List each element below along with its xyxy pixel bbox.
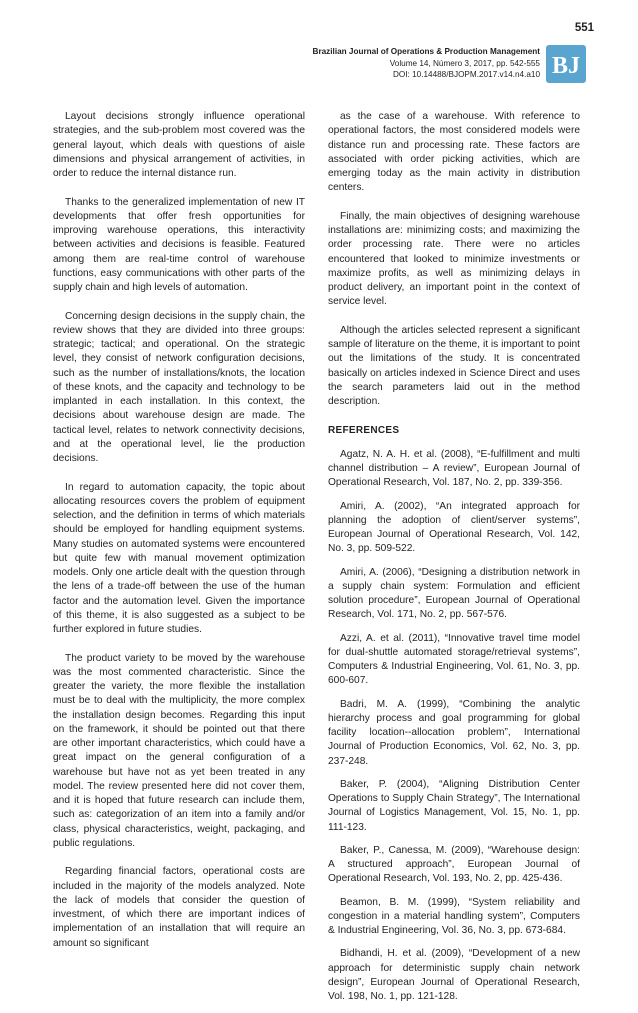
body-paragraph: as the case of a warehouse. With reference to operational factors, the most considered models were distance run and processing rate. These factors are associated with order picking activities, which are emerging today as the main activity in distribution centers. — [328, 111, 580, 194]
journal-logo — [546, 45, 586, 83]
body-paragraph: Regarding financial factors, operational costs are included in the majority of the models analyzed. Note the lack of models that consider the question of investment, of which there are important indices of implementation of an installation that will require an amount so significant — [53, 866, 305, 949]
body-paragraph: Finally, the main objectives of designing warehouse installations are: minimizing costs; and maximizing the order processing rate. There were no articles encountered that looked to minimize investments or maximize profits, as well as minimizing delays in product delivery, an important point in the context of service level. — [328, 210, 580, 308]
volume-line: Volume 14, Número 3, 2017, pp. 542-555 — [389, 58, 540, 68]
page-number: 551 — [574, 22, 594, 34]
reference-item: Bidhandi, H. et al. (2009), “Development of a new approach for deterministic supply chain network design”, European Journal of Operational Research, Vol. 198, No. 1, pp. 121-128. — [328, 948, 580, 1002]
right-column — [328, 110, 580, 1013]
body-paragraph: Layout decisions strongly influence operational strategies, and the sub-problem most covered was the general layout, which deals with questions of aisle dimensions and physical arrangement of activities, in order to reduce the internal distance run. — [53, 111, 305, 179]
reference-item: Baker, P., Canessa, M. (2009), “Warehouse design: A structured approach”, European Journal of Operational Research, Vol. 193, No. 2, pp. 425-436. — [328, 844, 580, 885]
reference-item: Baker, P. (2004), “Aligning Distribution Center Operations to Supply Chain Strategy”, The International Journal of Logistics Management, Vol. 15, No. 1, pp. 111-123. — [328, 778, 580, 833]
reference-item: Amiri, A. (2002), “An integrated approach for planning the adoption of client/server systems”, European Journal of Operational Research, Vol. 142, No. 3, pp. 509-522. — [328, 500, 580, 555]
body-paragraph: Thanks to the generalized implementation of new IT developments that offer fresh opportunities for improving warehouse operations, this interactivity between activities and decisions is feasible. Featured among them are real-time control of warehouse functions, easy communications with other parts of the supply chain and high levels of automation. — [53, 196, 305, 293]
body-paragraph: The product variety to be moved by the warehouse was the most commented characteristic. Since the greater the variety, the more flexible the installation must be to deal with the multiplicity, the more complex the installation design becomes. Regarding this input on the framework, it should be pointed out that there are other important characteristics, which could have a great impact on the general configuration of a warehouse but have not as yet been treated in any model. The review presented here did not cover them, and it is hoped that future research can include them, such as: categorization of an item into a family and/or class, physical characteristics, weight, packaging, and public regulations. — [53, 652, 305, 849]
reference-item: Agatz, N. A. H. et al. (2008), “E-fulfillment and multi channel distribution – A review”, European Journal of Operational Research, Vol. 187, No. 2, pp. 339-356. — [328, 448, 580, 489]
doi-line: DOI: 10.14488/BJOPM.2017.v14.n4.a10 — [392, 70, 540, 80]
body-paragraph: In regard to automation capacity, the topic about allocating resources covers the problem of equipment selection, and the definition in terms of which materials should be employed for handling equipment systems. Many studies on automated systems were encountered but quite few with manual movement optimization models. Only one article dealt with the question through the lens of a trade-off between the use of the human factor and the automation level. Given the importance of this theme, it is also suggested as a subject to be further explored in future studies. — [53, 481, 305, 635]
reference-item: Beamon, B. M. (1999), “System reliability and congestion in a material handling system”, Computers & Industrial Engineering, Vol. 36, No. 3, pp. 673-684. — [328, 896, 580, 936]
journal-name: Brazilian Journal of Operations & Production Management — [312, 47, 540, 56]
left-column — [53, 110, 305, 965]
reference-item: Azzi, A. et al. (2011), “Innovative travel time model for dual-shuttle automated storage/retrieval systems”, Computers & Industrial Engineering, Vol. 61, No. 3, pp. 600-607. — [328, 632, 580, 687]
body-paragraph: Concerning design decisions in the supply chain, the review shows that they are divided into three groups: strategic; tactical; and operational. On the strategic level, they consist of network configuration decisions, such as the number of installations/knots, the location of these knots, and the capacity and technology to be implanted in each installation. In this context, the decisions about warehouse design are made. The tactical level, relates to network connectivity decisions, and at the operational level, lie the production decisions. — [53, 310, 305, 464]
reference-item: Amiri, A. (2006), “Designing a distribution network in a supply chain system: Formulation and efficient solution procedure”, European Journal of Operational Research, Vol. 171, No. 2, pp. 567-576. — [328, 566, 580, 621]
references-heading: REFERENCES — [328, 424, 400, 436]
journal-header — [313, 46, 540, 81]
logo-text: BJ — [551, 53, 581, 79]
reference-item: Badri, M. A. (1999), “Combining the analytic hierarchy process and goal programming for global facility location--allocation problem”, International Journal of Production Economics, Vol. 62, No. 3, pp. 237-248. — [328, 698, 580, 767]
body-paragraph: Although the articles selected represent a significant sample of literature on the theme, it is important to point out the limitations of the study. It is concentrated basically on articles indexed in Science Direct and uses the search parameters laid out in the method description. — [328, 324, 580, 407]
